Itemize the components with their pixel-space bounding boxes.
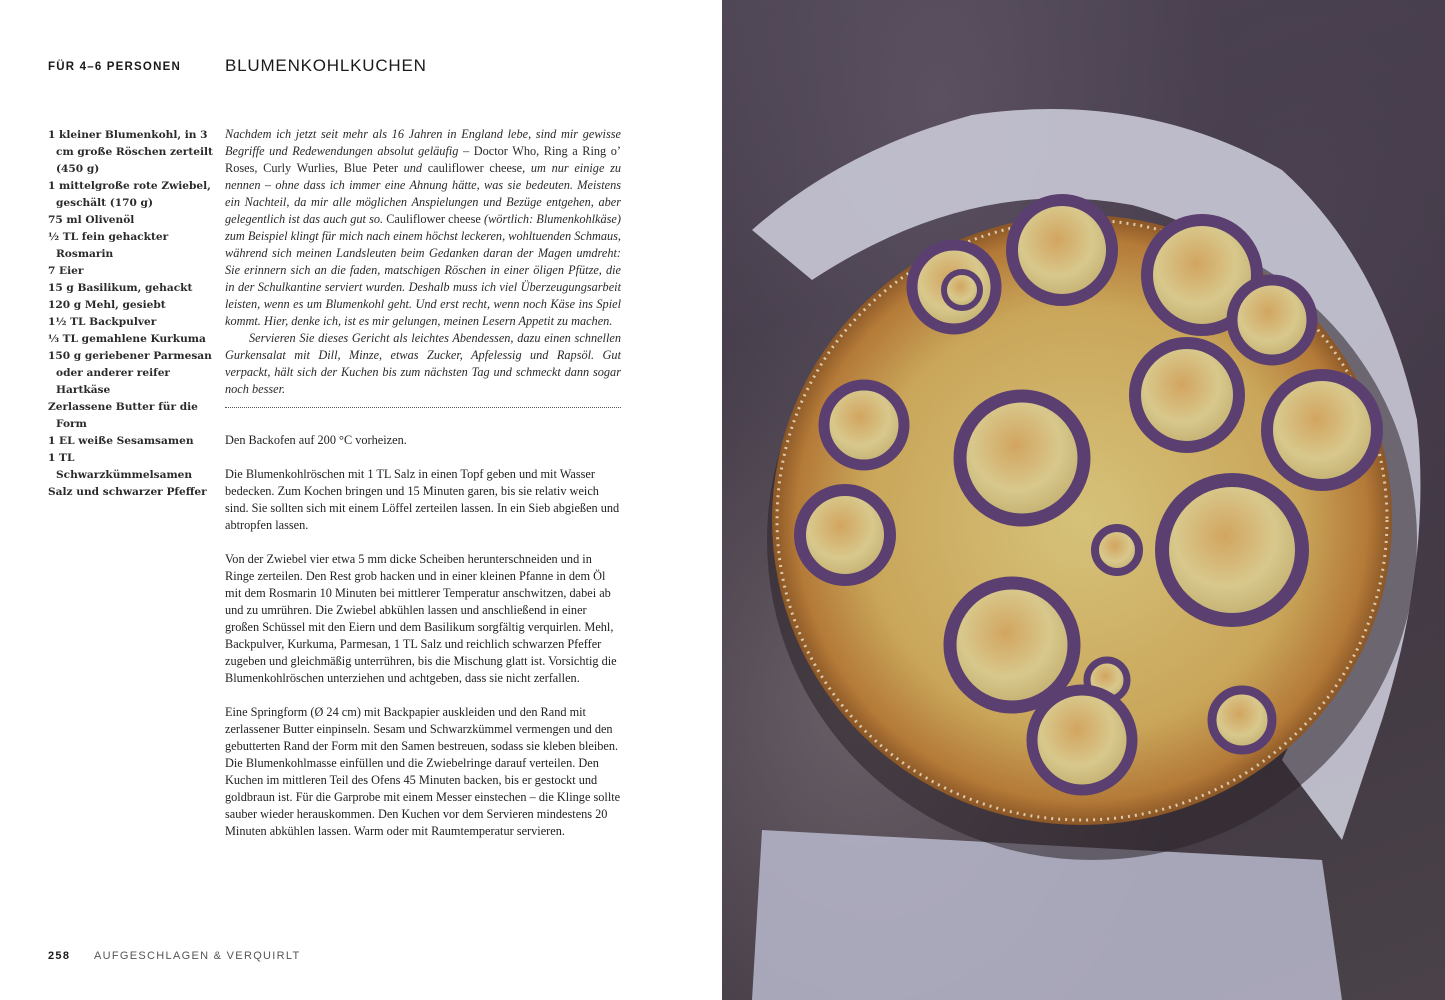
ingredient-item: 120 g Mehl, gesiebt: [48, 299, 166, 311]
ingredient-item: 7 Eier: [48, 265, 84, 277]
method-step: Von der Zwiebel vier etwa 5 mm dicke Scheiben herunterschneiden und in Ringe zerteilen. Den Rest grob hacken und in einer kleinen Pfanne in dem Öl mit dem Rosmarin 10 Minuten bei mittlerer Temperatur anschwitzen, dabei ab und zu umrühren. Die Zwiebel abkühlen lassen und anschließend in einer großen Schüssel mit den Eiern und dem Basilikum sorgfältig verquirlen. Mehl, Backpulver, Kurkuma, Parmesan, 1 TL Salz und reichlich schwarzen Pfeffer zugeben und gleichmäßig unterrühren, bis die Mischung glatt ist. Vorsichtig die Blumenkohlröschen unterziehen und achtgeben, dass sie nicht zerfallen.: [225, 552, 617, 685]
intro-text-span: (wörtlich: Blumenkohlkäse) zum Beispiel klingt für mich nach einem höchst leckeren, wohltuenden Schmaus, während sich meinen Landsleuten beim Gedanken daran der Magen umdreht: Sie erinnern sich an die faden, matschigen Röschen in einer öligen Pfütze, die in der Schulkantine serviert wurden. Deshalb muss ich viel Überzeugungsarbeit leisten, wenn es um Blumenkohl geht. Und erst recht, wenn noch Käse ins Spiel kommt. Hier, denke ich, ist es mir gelungen, meinen Lesern Appetit zu machen.: [225, 212, 621, 328]
intro-text-span: cauliflower cheese: [427, 161, 523, 175]
ingredient-item: 15 g Basilikum, gehackt: [48, 282, 193, 294]
ingredient-item: 1 kleiner Blumenkohl, in 3 cm große Röschen zerteilt (450 g): [48, 129, 213, 175]
intro-text-span: Nachdem ich jetzt seit mehr als 16 Jahren in England lebe, sind mir gewisse Begriffe und Redewendungen absolut geläufig –: [225, 127, 621, 158]
method-step: Eine Springform (Ø 24 cm) mit Backpapier auskleiden und den Rand mit zerlassener Butter einpinseln. Sesam und Schwarzkümmel vermengen und den gebutterten Rand der Form mit den Samen bestreuen, sodass sie kleben bleiben. Die Blumenkohlmasse einfüllen und die Zwiebelringe darauf verteilen. Den Kuchen im mittleren Teil des Ofens 45 Minuten backen, bis er gestockt und goldbraun ist. Für die Garprobe mit einem Messer einstechen – die Klinge sollte sauber wieder herauskommen. Den Kuchen vor dem Servieren mindestens 20 Minuten abkühlen lassen. Warm oder mit Raumtemperatur servieren.: [225, 705, 621, 838]
dotted-divider: [225, 407, 621, 408]
ingredient-item: 1½ TL Backpulver: [48, 316, 157, 328]
cake-illustration: [722, 0, 1445, 1000]
intro-text-span: , um nur einige zu nennen – ohne dass ich immer eine Ahnung hätte, was sie bedeuten. Meistens ein Nachteil, da mir alle möglichen Anspielungen und Bezüge entgehen, aber gelegentlich ist das auch gut so.: [225, 161, 621, 226]
recipe-title: BLUMENKOHLKUCHEN: [225, 56, 427, 75]
method-step: Den Backofen auf 200 °C vorheizen.: [225, 433, 407, 447]
ingredient-item: 1 mittelgroße rote Zwiebel, geschält (170 g): [48, 180, 211, 209]
ingredient-item: 75 ml Olivenöl: [48, 214, 135, 226]
ingredient-item: Salz und schwarzer Pfeffer: [48, 486, 207, 498]
ingredient-item: Zerlassene Butter für die Form: [48, 401, 198, 430]
intro-text-span: Doctor Who, Ring a Ring o’ Roses, Curly Wurlies, Blue Peter: [225, 144, 621, 175]
page-footer: [48, 950, 301, 962]
chapter-title: AUFGESCHLAGEN & VERQUIRLT: [94, 950, 301, 962]
intro-text-span: und: [397, 161, 428, 175]
cauliflower-cake-photo: [722, 0, 1445, 1000]
method-step: Die Blumenkohlröschen mit 1 TL Salz in einen Topf geben und mit Wasser bedecken. Zum Kochen bringen und 15 Minuten garen, bis sie relativ weich sind. Sie sollten sich mit einem Löffel zerteilen lassen. In ein Sieb abgießen und abtropfen lassen.: [225, 467, 620, 532]
intro-paragraph-1: [225, 126, 621, 330]
page-number: 258: [48, 950, 71, 962]
ingredient-item: 1 TL Schwarzkümmelsamen: [48, 452, 193, 481]
intro-text-span: Cauliflower cheese: [386, 212, 481, 226]
servings-label: FÜR 4–6 PERSONEN: [48, 61, 181, 73]
intro-text: [225, 126, 621, 398]
ingredient-item: 1 EL weiße Sesamsamen: [48, 435, 194, 447]
intro-paragraph-2: Servieren Sie dieses Gericht als leichtes Abendessen, dazu einen schnellen Gurkensalat mit Dill, Minze, etwas Zucker, Apfelessig und Rapsöl. Gut verpackt, hält sich der Kuchen bis zum nächsten Tag und schmeckt dann sogar noch besser.: [225, 331, 621, 396]
ingredient-list: [48, 127, 213, 501]
ingredient-item: ½ TL fein gehackter Rosmarin: [48, 231, 169, 260]
ingredient-item: ⅓ TL gemahlene Kurkuma: [48, 333, 206, 345]
left-page: [0, 0, 722, 1000]
ingredient-item: 150 g geriebener Parmesan oder anderer reifer Hartkäse: [48, 350, 212, 396]
method-steps: [225, 432, 621, 857]
